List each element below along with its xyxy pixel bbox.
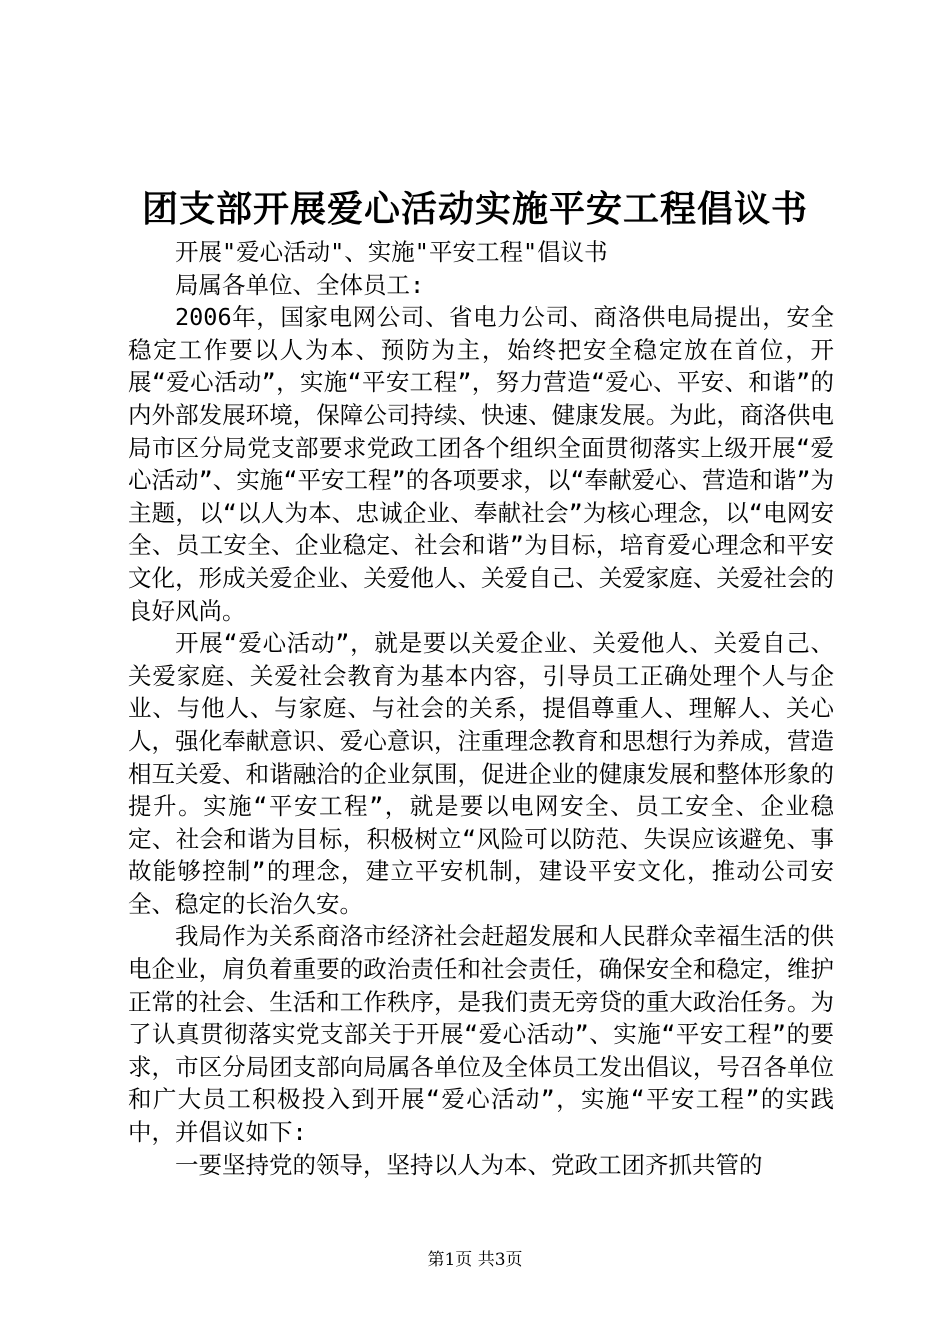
document-body (128, 236, 834, 1181)
salutation: 局属各单位、全体员工: (175, 270, 425, 299)
paragraph: 开展“爱心活动”，就是要以关爱企业、关爱他人、关爱自己、关爱家庭、关爱社会教育为基本内容，引导员工正确处理个人与企业、与他人、与家庭、与社会的关系，提倡尊重人、理解人、关心人，强化奉献意识、爱心意识，注重理念教育和思想行为养成，营造相互关爱、和谐融洽的企业氛围，促进企业的健康发展和整体形象的提升。实施“平安工程”，就是要以电网安全、员工安全、企业稳定、社会和谐为目标，积极树立“风险可以防范、失误应该避免、事故能够控制”的理念，建立平安机制，建设平安文化，推动公司安全、稳定的长治久安。 (128, 629, 834, 918)
document-title: 团支部开展爱心活动实施平安工程倡议书 (141, 188, 808, 230)
paragraph: 2006年，国家电网公司、省电力公司、商洛供电局提出，安全稳定工作要以人为本、预防为主，始终把安全稳定放在首位，开展“爱心活动”，实施“平安工程”，努力营造“爱心、平安、和谐”的内外部发展环境，保障公司持续、快速、健康发展。为此，商洛供电局市区分局党支部要求党政工团各个组织全面贯彻落实上级开展“爱心活动”、实施“平安工程”的各项要求，以“奉献爱心、营造和谐”为主题，以“以人为本、忠诚企业、奉献社会”为核心理念，以“电网安全、员工安全、企业稳定、社会和谐”为目标，培育爱心理念和平安文化，形成关爱企业、关爱他人、关爱自己、关爱家庭、关爱社会的良好风尚。 (128, 303, 834, 625)
page-footer: 第1页 共3页 (427, 1250, 523, 1270)
document-subtitle: 开展"爱心活动"、实施"平安工程"倡议书 (175, 238, 608, 266)
paragraph: 我局作为关系商洛市经济社会赶超发展和人民群众幸福生活的供电企业，肩负着重要的政治责任和社会责任，确保安全和稳定，维护正常的社会、生活和工作秩序，是我们责无旁贷的重大政治任务。为了认真贯彻落实党支部关于开展“爱心活动”、实施“平安工程”的要求，市区分局团支部向局属各单位及全体员工发出倡议，号召各单位和广大员工积极投入到开展“爱心活动”，实施“平安工程”的实践中，并倡议如下: (128, 922, 834, 1147)
paragraph: 一要坚持党的领导，坚持以人为本、党政工团齐抓共管的 (175, 1150, 763, 1179)
